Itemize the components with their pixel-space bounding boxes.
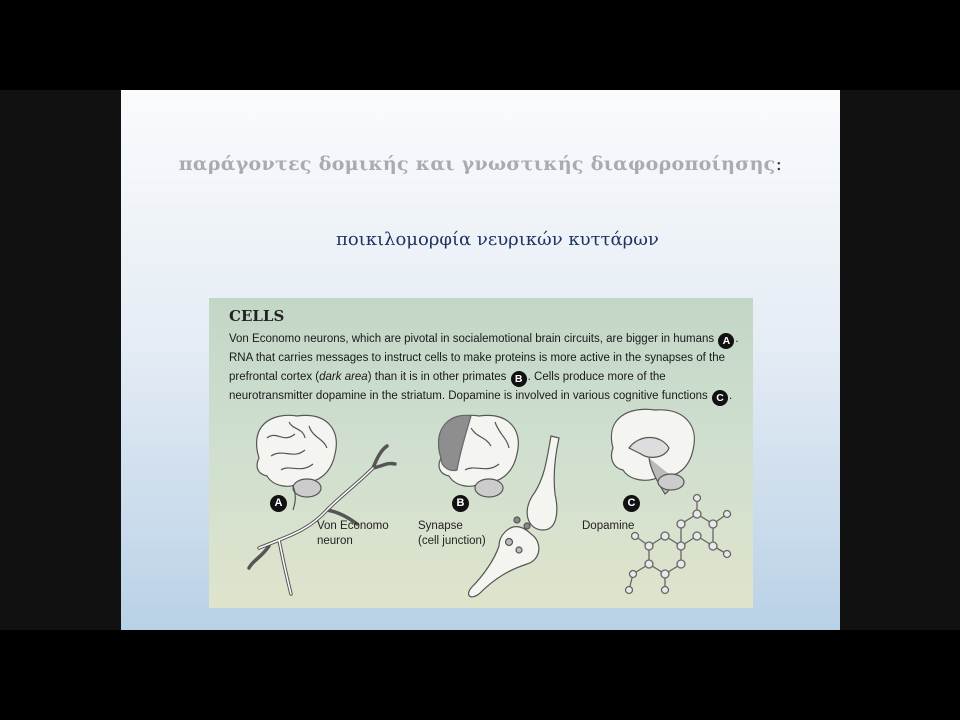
badge-c-icon: C [712,390,728,406]
dopamine-molecule-icon [626,495,731,594]
caption-period: . [735,333,739,345]
presentation-stage [0,90,960,630]
panel-a-badge: A [270,495,287,512]
figure-heading: CELLS [229,307,285,325]
panel-c-badge: C [623,495,640,512]
caption-sentence-2b: ) than it is in other primates [367,370,507,383]
slide-subtitle: ποικιλομορφία νευρικών κυττάρων [336,229,659,250]
cells-figure [209,298,753,608]
caption-sentence-1: Von Economo neurons, which are pivotal in socialemotional brain circuits, are bigger in humans [229,333,715,345]
badge-b-icon: B [511,371,527,387]
panel-b-label-1: Synapse [418,520,463,532]
caption-sentence-3: . Cells produce more of the neurotransmitter dopamine in the striatum. Dopamine is involved in various cognitive functions [229,370,708,402]
panel-a-label-2: neuron [317,535,353,547]
slide-title-colon: : [775,153,783,175]
panel-b-label-2: (cell junction) [418,535,486,547]
caption-italic: dark area [319,370,368,383]
panel-a-label-1: Von Economo [317,520,389,532]
brain-a-icon [257,415,337,510]
badge-a-icon: A [718,333,734,349]
caption-sentence-2a: RNA that carries messages to instruct cells to make proteins is more active in the synapses of the prefrontal cortex ( [229,352,725,383]
brain-b-icon [438,415,518,497]
panel-c-label-1: Dopamine [582,520,635,532]
brain-c-icon [611,409,694,494]
panel-b-badge: B [452,495,469,512]
figure-caption [229,330,749,406]
slide-title-text: παράγοντες δομικής και γνωστικής διαφοροποίησης [178,153,776,175]
panel-c-label [582,519,634,534]
caption-end: . [728,389,733,402]
panel-b-label [418,519,486,549]
slide [121,90,840,630]
slide-title [121,153,840,175]
panel-a-label [317,519,389,549]
